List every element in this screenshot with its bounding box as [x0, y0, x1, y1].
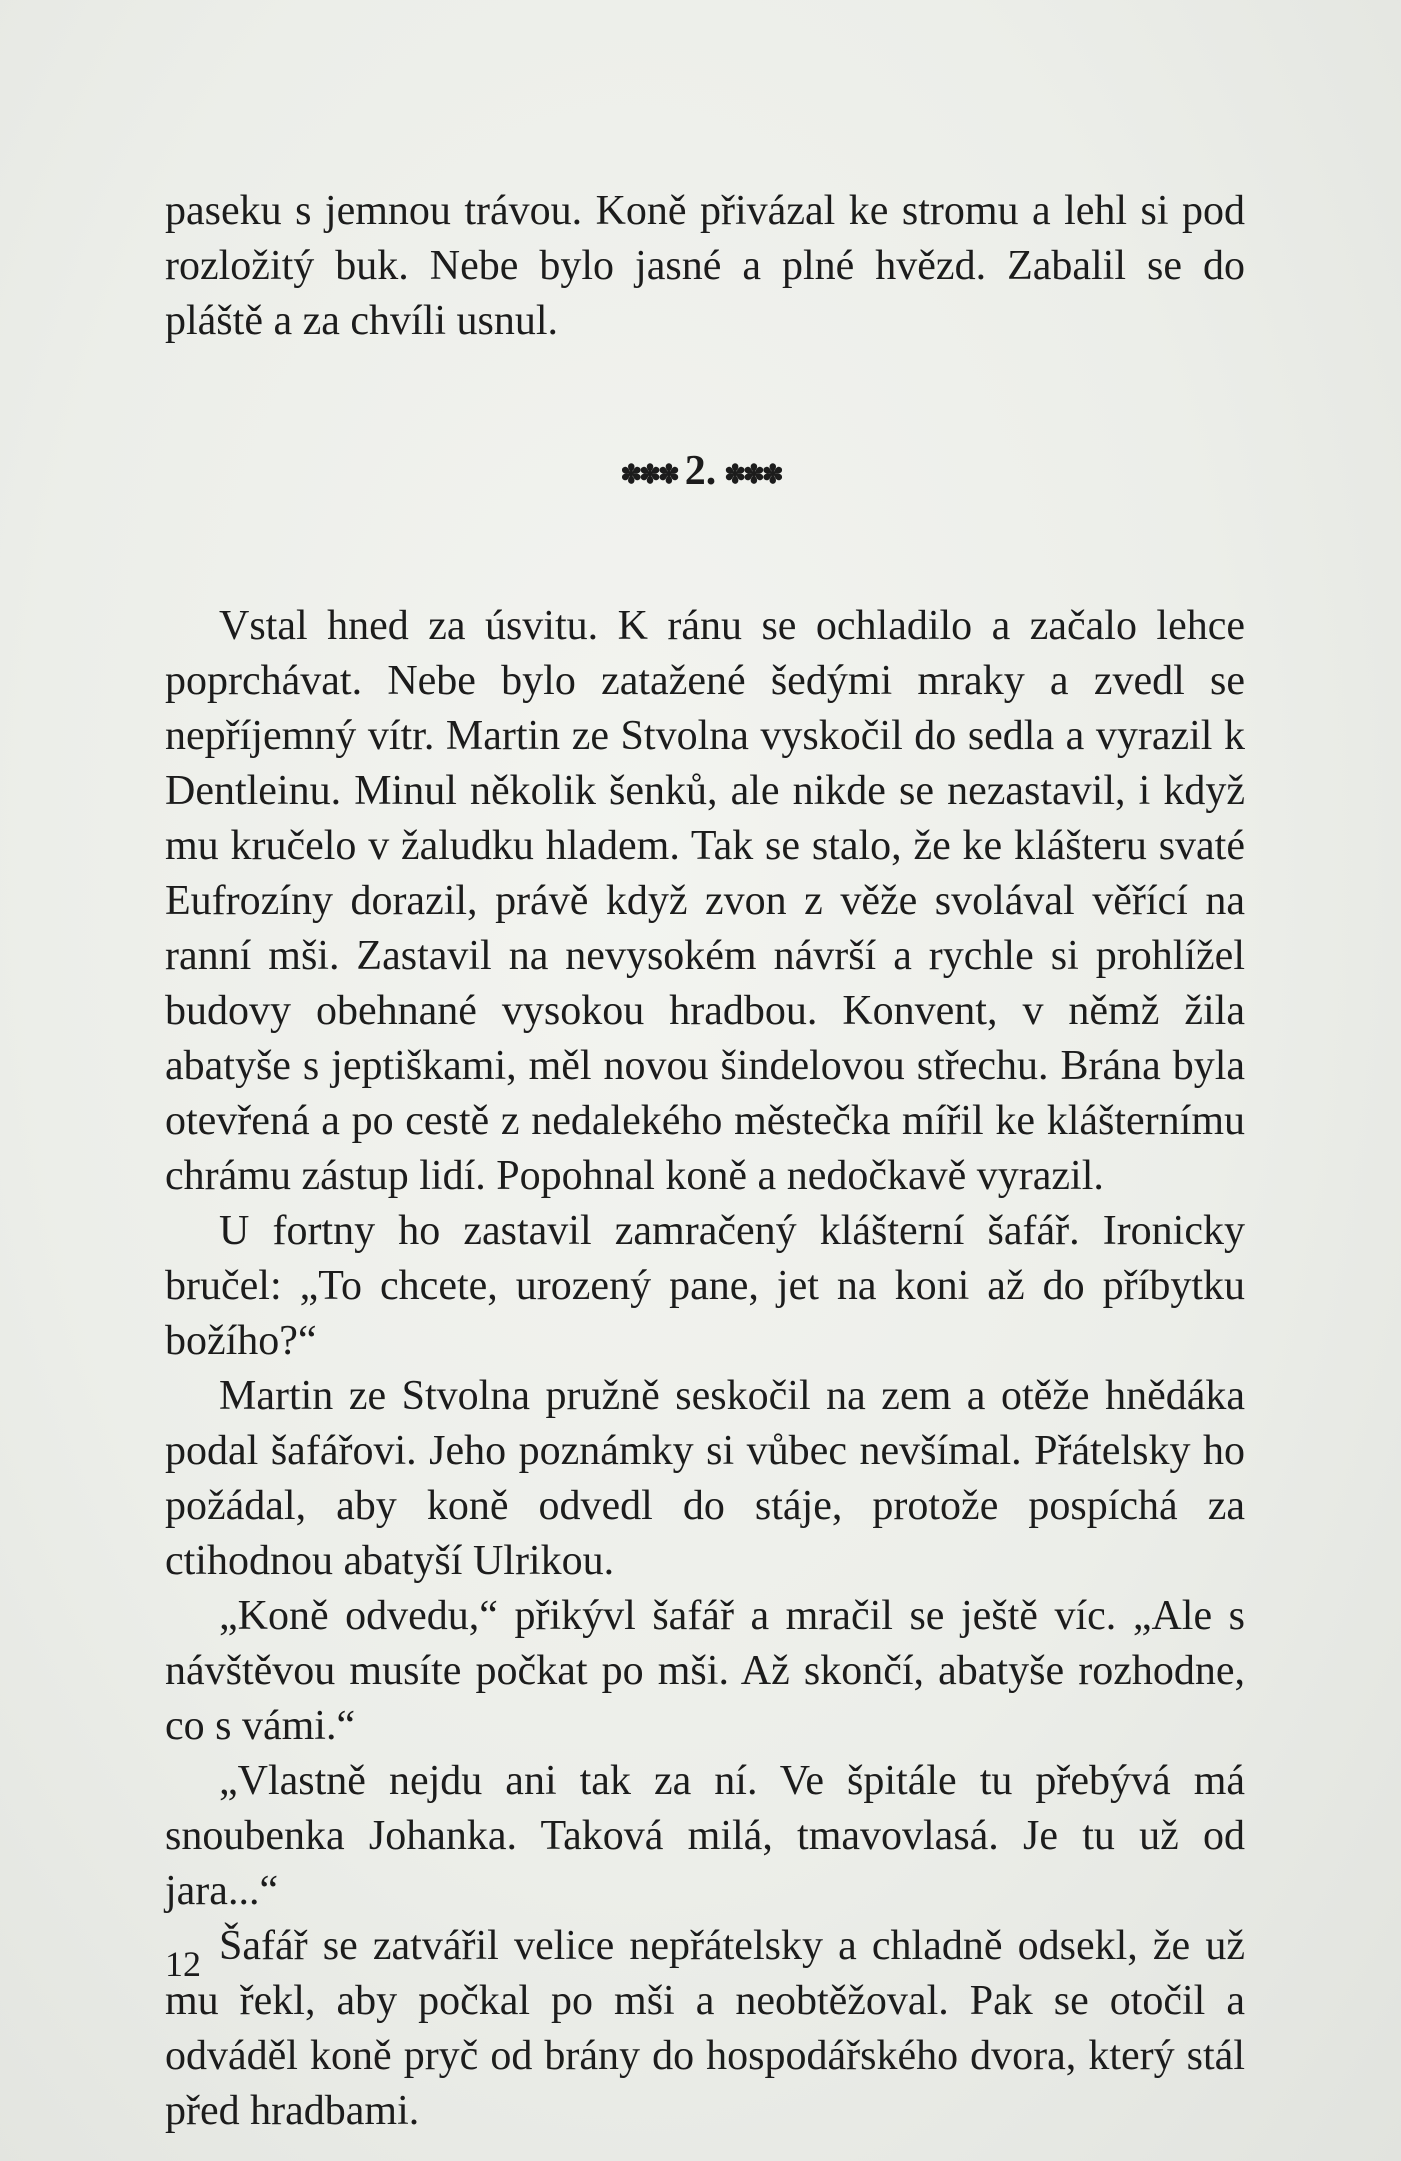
paragraph-top: paseku s jemnou trávou. Koně přivázal ke stromu a lehl si pod rozložitý buk. Nebe bylo jasné a plné hvězd. Zabalil se do pláště a za chvíli usnul.	[165, 188, 1245, 344]
ornament-left-icon: ✽✽✽	[620, 459, 677, 489]
paragraph: Šafář se zatvářil velice nepřátelsky a chladně odsekl, že už mu řekl, aby počkal po mši a neobtěžoval. Pak se otočil a odváděl koně pryč od brány do hospodářského dvora, který stál před hradbami.	[165, 1923, 1245, 2134]
text-block-top	[165, 184, 1245, 349]
paragraph: Martin ze Stvolna pružně seskočil na zem a otěže hnědáka podal šafářovi. Jeho poznámky si vůbec nevšímal. Přátelsky ho požádal, aby koně odvedl do stáje, protože pospíchá za ctihodnou abatyší Ulrikou.	[165, 1373, 1245, 1584]
paragraph: „Koně odvedu,“ přikývl šafář a mračil se ještě víc. „Ale s návštěvou musíte počkat po mši. Až skončí, abatyše rozhodne, co s vámi.“	[165, 1593, 1245, 1749]
chapter-number: 2.	[684, 448, 717, 494]
text-block-main	[165, 599, 1245, 2139]
page-number: 12	[165, 1944, 201, 1984]
chapter-heading	[0, 444, 1401, 502]
paragraph: U fortny ho zastavil zamračený klášterní šafář. Ironicky bručel: „To chcete, urozený pane, jet na koni až do příbytku božího?“	[165, 1208, 1245, 1364]
paragraph: „Vlastně nejdu ani tak za ní. Ve špitále tu přebývá má snoubenka Johanka. Taková milá, tmavovlasá. Je tu už od jara...“	[165, 1758, 1245, 1914]
paragraph: Vstal hned za úsvitu. K ránu se ochladilo a začalo lehce poprchávat. Nebe bylo zatažené šedými mraky a zvedl se nepříjemný vítr. Martin ze Stvolna vyskočil do sedla a vyrazil k Dentleinu. Minul několik šenků, ale nikde se nezastavil, i když mu kručelo v žaludku hladem. Tak se stalo, že ke klášteru svaté Eufrozíny dorazil, právě když zvon z věže svolával věřící na ranní mši. Zastavil na nevysokém návrší a rychle si prohlížel budovy obehnané vysokou hradbou. Konvent, v němž žila abatyše s jeptiškami, měl novou šindelovou střechu. Brána byla otevřená a po cestě z nedalekého městečka mířil ke klášternímu chrámu zástup lidí. Popohnal koně a nedočkavě vyrazil.	[165, 603, 1245, 1199]
ornament-right-icon: ✽✽✽	[724, 459, 781, 489]
